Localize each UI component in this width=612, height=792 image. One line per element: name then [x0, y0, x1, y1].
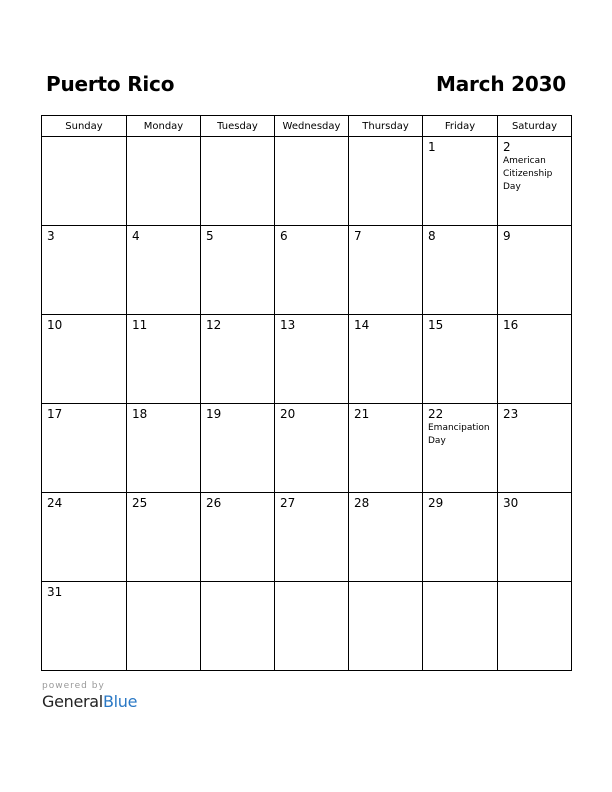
weekday-header-row [42, 116, 572, 137]
logo-general: General [42, 692, 103, 711]
day-cell [423, 582, 498, 671]
day-cell [498, 404, 572, 493]
day-cell [275, 226, 349, 315]
day-number: 27 [280, 496, 296, 510]
day-number: 11 [132, 318, 148, 332]
weekday-thursday: Thursday [349, 116, 423, 137]
day-number: 8 [428, 229, 436, 243]
day-cell [423, 404, 498, 493]
day-number: 21 [354, 407, 370, 421]
day-cell [349, 226, 423, 315]
weekday-friday: Friday [423, 116, 498, 137]
footer [42, 681, 137, 711]
day-number: 26 [206, 496, 222, 510]
day-number: 9 [503, 229, 511, 243]
weekday-wednesday: Wednesday [275, 116, 349, 137]
day-number: 2 [503, 140, 511, 154]
week-row [42, 226, 572, 315]
day-number: 19 [206, 407, 222, 421]
day-cell [42, 582, 127, 671]
logo-blue: Blue [102, 692, 138, 711]
day-number: 23 [503, 407, 519, 421]
day-number: 30 [503, 496, 519, 510]
day-number: 15 [428, 318, 444, 332]
day-cell [423, 226, 498, 315]
day-cell [275, 315, 349, 404]
weekday-saturday: Saturday [498, 116, 572, 137]
day-number: 16 [503, 318, 519, 332]
day-number: 10 [47, 318, 63, 332]
day-number: 31 [47, 585, 63, 599]
day-cell [127, 315, 201, 404]
day-cell [498, 315, 572, 404]
day-cell [275, 404, 349, 493]
day-cell [423, 137, 498, 226]
day-cell [498, 493, 572, 582]
day-cell [127, 582, 201, 671]
day-number: 6 [280, 229, 288, 243]
day-cell [275, 493, 349, 582]
day-cell [201, 137, 275, 226]
weekday-monday: Monday [127, 116, 201, 137]
day-cell [423, 493, 498, 582]
day-cell [127, 226, 201, 315]
day-number: 22 [428, 407, 444, 421]
day-cell [349, 137, 423, 226]
day-cell [201, 493, 275, 582]
week-row [42, 315, 572, 404]
day-number: 17 [47, 407, 63, 421]
day-cell [127, 137, 201, 226]
day-number: 20 [280, 407, 296, 421]
day-cell [498, 137, 572, 226]
day-number: 4 [132, 229, 140, 243]
powered-by-label: powered by [42, 681, 105, 691]
day-number: 25 [132, 496, 148, 510]
day-cell [349, 493, 423, 582]
day-number: 12 [206, 318, 222, 332]
generalblue-logo [42, 692, 137, 711]
day-number: 29 [428, 496, 444, 510]
day-number: 7 [354, 229, 362, 243]
day-cell [201, 404, 275, 493]
calendar-grid [41, 115, 572, 671]
holiday-label: American Citizenship Day [503, 156, 553, 192]
day-cell [275, 137, 349, 226]
day-number: 18 [132, 407, 148, 421]
day-cell [201, 582, 275, 671]
month-title: March 2030 [436, 72, 566, 96]
day-cell [42, 493, 127, 582]
day-number: 14 [354, 318, 370, 332]
day-number: 3 [47, 229, 55, 243]
day-cell [498, 582, 572, 671]
day-cell [42, 137, 127, 226]
day-cell [498, 226, 572, 315]
day-cell [42, 315, 127, 404]
day-cell [127, 493, 201, 582]
day-cell [349, 582, 423, 671]
day-number: 13 [280, 318, 296, 332]
country-title: Puerto Rico [46, 72, 175, 96]
week-row [42, 404, 572, 493]
day-cell [275, 582, 349, 671]
day-cell [423, 315, 498, 404]
weekday-tuesday: Tuesday [201, 116, 275, 137]
day-cell [42, 226, 127, 315]
day-cell [201, 226, 275, 315]
day-number: 5 [206, 229, 214, 243]
day-number: 24 [47, 496, 63, 510]
day-cell [201, 315, 275, 404]
week-row [42, 493, 572, 582]
day-number: 28 [354, 496, 370, 510]
week-row [42, 582, 572, 671]
day-cell [127, 404, 201, 493]
day-number: 1 [428, 140, 436, 154]
day-cell [349, 404, 423, 493]
calendar-header [46, 68, 566, 100]
day-cell [349, 315, 423, 404]
day-cell [42, 404, 127, 493]
week-row [42, 137, 572, 226]
holiday-label: Emancipation Day [428, 423, 490, 446]
weekday-sunday: Sunday [42, 116, 127, 137]
